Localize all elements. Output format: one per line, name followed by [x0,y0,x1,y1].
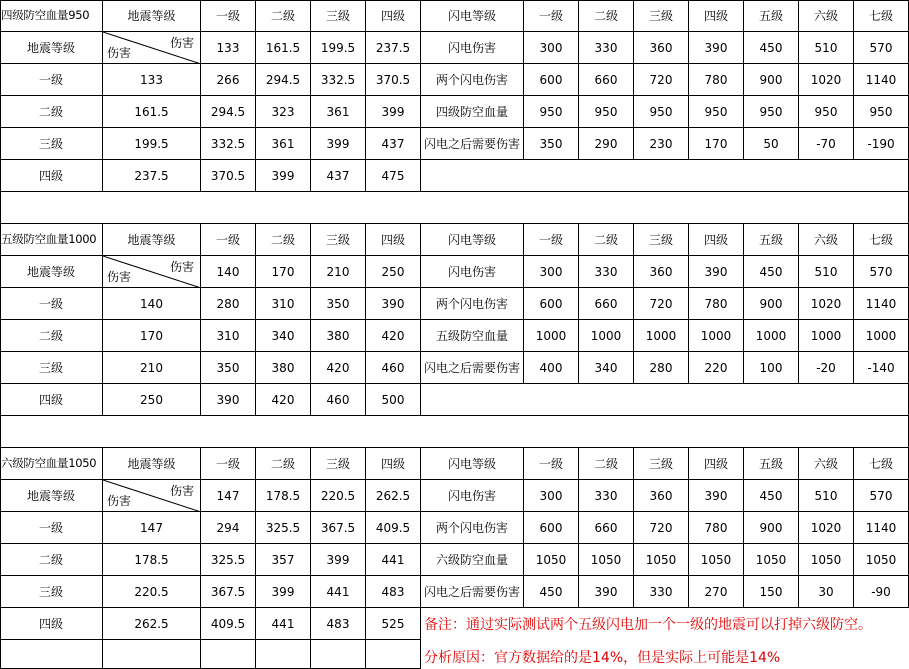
lightning-row-label[interactable]: 两个闪电伤害 [421,64,524,96]
lightning-value-cell[interactable]: 950 [579,96,634,128]
quake-sum-cell[interactable]: 460 [311,384,366,416]
quake-row-label[interactable]: 二级 [0,320,103,352]
quake-sum-cell[interactable]: 500 [366,384,421,416]
quake-sum-cell[interactable]: 380 [256,352,311,384]
quake-sum-cell[interactable]: 310 [256,288,311,320]
diag-top-label: 伤害 [169,260,194,274]
lightning-level-header[interactable]: 五级 [744,224,799,256]
lightning-value-cell[interactable]: 600 [524,64,579,96]
lightning-level-header[interactable]: 三级 [634,224,689,256]
lightning-value-cell[interactable]: 570 [854,480,909,512]
diag-top-label: 伤害 [169,484,194,498]
quake-damage-cell[interactable]: 133 [201,32,256,64]
lightning-level-header[interactable]: 六级 [799,0,854,32]
quake-header-cell[interactable]: 地震等级 [103,448,201,480]
row-label-header[interactable]: 地震等级 [0,480,103,512]
lightning-value-cell[interactable]: 300 [524,32,579,64]
lightning-value-cell[interactable]: 30 [799,576,854,608]
note-analysis: 分析原因：官方数据给的是14%，但是实际上可能是14% [424,647,782,667]
lightning-level-header[interactable]: 六级 [799,224,854,256]
quake-damage-cell[interactable]: 147 [201,480,256,512]
lightning-level-header[interactable]: 二级 [579,224,634,256]
empty-cell[interactable] [103,640,201,669]
lightning-value-cell[interactable]: 900 [744,512,799,544]
lightning-value-cell[interactable]: 220 [689,352,744,384]
quake-sum-cell[interactable]: 323 [256,96,311,128]
lightning-value-cell[interactable]: 600 [524,512,579,544]
quake-sum-cell[interactable]: 399 [311,544,366,576]
lightning-value-cell[interactable]: 330 [579,480,634,512]
lightning-value-cell[interactable]: 660 [579,288,634,320]
lightning-value-cell[interactable]: 510 [799,32,854,64]
lightning-value-cell[interactable]: 450 [744,32,799,64]
quake-sum-cell[interactable]: 390 [366,288,421,320]
quake-sum-cell[interactable]: 266 [201,64,256,96]
lightning-value-cell[interactable]: 1000 [854,320,909,352]
block-title[interactable]: 六级防空血量1050 [0,448,103,480]
quake-sum-cell[interactable]: 325.5 [201,544,256,576]
quake-damage-cell[interactable]: 170 [256,256,311,288]
lightning-value-cell[interactable]: -90 [854,576,909,608]
lightning-row-label[interactable]: 六级防空血量 [421,544,524,576]
empty-region[interactable] [421,384,909,416]
quake-header-cell[interactable]: 四级 [366,224,421,256]
quake-header-cell[interactable]: 二级 [256,0,311,32]
lightning-row-label[interactable]: 闪电之后需要伤害 [421,128,524,160]
lightning-value-cell[interactable]: 900 [744,288,799,320]
quake-row-damage[interactable]: 140 [103,288,201,320]
diag-bottom-label: 伤害 [107,494,132,508]
quake-row-damage[interactable]: 220.5 [103,576,201,608]
quake-row-label[interactable]: 四级 [0,608,103,640]
quake-header-cell[interactable]: 四级 [366,448,421,480]
lightning-row-label[interactable]: 闪电伤害 [421,480,524,512]
quake-damage-cell[interactable]: 199.5 [311,32,366,64]
quake-sum-cell[interactable]: 294.5 [201,96,256,128]
lightning-level-header[interactable]: 三级 [634,0,689,32]
quake-sum-cell[interactable]: 380 [311,320,366,352]
lightning-value-cell[interactable]: -70 [799,128,854,160]
diagonal-header-cell[interactable] [103,32,201,64]
quake-header-cell[interactable]: 一级 [201,448,256,480]
quake-sum-cell[interactable]: 409.5 [201,608,256,640]
quake-row-label[interactable]: 一级 [0,512,103,544]
quake-header-cell[interactable]: 一级 [201,0,256,32]
quake-damage-cell[interactable]: 161.5 [256,32,311,64]
lightning-row-label[interactable]: 五级防空血量 [421,320,524,352]
lightning-value-cell[interactable]: 170 [689,128,744,160]
quake-sum-cell[interactable]: 361 [311,96,366,128]
lightning-value-cell[interactable]: 230 [634,128,689,160]
lightning-value-cell[interactable]: 1050 [689,544,744,576]
quake-sum-cell[interactable]: 441 [311,576,366,608]
lightning-value-cell[interactable]: 450 [744,480,799,512]
quake-row-damage[interactable]: 161.5 [103,96,201,128]
quake-damage-cell[interactable]: 237.5 [366,32,421,64]
lightning-row-label[interactable]: 四级防空血量 [421,96,524,128]
lightning-value-cell[interactable]: 300 [524,480,579,512]
lightning-value-cell[interactable]: 1050 [524,544,579,576]
quake-damage-cell[interactable]: 250 [366,256,421,288]
lightning-value-cell[interactable]: 450 [524,576,579,608]
lightning-value-cell[interactable]: 1140 [854,64,909,96]
quake-sum-cell[interactable]: 399 [256,160,311,192]
lightning-level-header[interactable]: 四级 [689,0,744,32]
lightning-level-header[interactable]: 七级 [854,0,909,32]
empty-cell[interactable] [256,640,311,669]
lightning-header-label[interactable]: 闪电等级 [421,0,524,32]
lightning-value-cell[interactable]: 720 [634,512,689,544]
quake-row-damage[interactable]: 250 [103,384,201,416]
spacer-row[interactable] [0,192,909,224]
empty-cell[interactable] [0,640,103,669]
quake-sum-cell[interactable]: 525 [366,608,421,640]
lightning-value-cell[interactable]: 290 [579,128,634,160]
quake-row-damage[interactable]: 147 [103,512,201,544]
lightning-level-header[interactable]: 一级 [524,224,579,256]
quake-row-damage[interactable]: 262.5 [103,608,201,640]
lightning-value-cell[interactable]: 50 [744,128,799,160]
lightning-header-label[interactable]: 闪电等级 [421,224,524,256]
lightning-level-header[interactable]: 四级 [689,448,744,480]
lightning-row-label[interactable]: 两个闪电伤害 [421,288,524,320]
lightning-value-cell[interactable]: 150 [744,576,799,608]
quake-sum-cell[interactable]: 460 [366,352,421,384]
lightning-level-header[interactable]: 七级 [854,224,909,256]
quake-row-damage[interactable]: 210 [103,352,201,384]
quake-sum-cell[interactable]: 350 [311,288,366,320]
lightning-value-cell[interactable]: 340 [579,352,634,384]
quake-sum-cell[interactable]: 367.5 [311,512,366,544]
lightning-value-cell[interactable]: 570 [854,32,909,64]
quake-sum-cell[interactable]: 475 [366,160,421,192]
lightning-level-header[interactable]: 二级 [579,0,634,32]
quake-sum-cell[interactable]: 437 [366,128,421,160]
lightning-value-cell[interactable]: 330 [579,32,634,64]
spacer-row[interactable] [0,416,909,448]
quake-sum-cell[interactable]: 294.5 [256,64,311,96]
quake-row-label[interactable]: 三级 [0,128,103,160]
lightning-level-header[interactable]: 七级 [854,448,909,480]
lightning-value-cell[interactable]: 950 [799,96,854,128]
quake-sum-cell[interactable]: 441 [256,608,311,640]
quake-header-cell[interactable]: 地震等级 [103,224,201,256]
quake-sum-cell[interactable]: 390 [201,384,256,416]
lightning-value-cell[interactable]: 330 [634,576,689,608]
lightning-value-cell[interactable]: 1000 [744,320,799,352]
lightning-value-cell[interactable]: -20 [799,352,854,384]
quake-sum-cell[interactable]: 483 [311,608,366,640]
lightning-level-header[interactable]: 六级 [799,448,854,480]
empty-cell[interactable] [311,640,366,669]
lightning-value-cell[interactable]: 1000 [689,320,744,352]
quake-row-label[interactable]: 三级 [0,576,103,608]
empty-cell[interactable] [366,640,421,669]
lightning-value-cell[interactable]: 1000 [799,320,854,352]
quake-sum-cell[interactable]: 441 [366,544,421,576]
quake-header-cell[interactable]: 二级 [256,224,311,256]
quake-sum-cell[interactable]: 399 [366,96,421,128]
lightning-value-cell[interactable]: 1000 [524,320,579,352]
quake-sum-cell[interactable]: 399 [256,576,311,608]
lightning-value-cell[interactable]: 1050 [579,544,634,576]
lightning-value-cell[interactable]: 1140 [854,288,909,320]
lightning-value-cell[interactable]: 390 [579,576,634,608]
note-remark: 备注：通过实际测试两个五级闪电加一个一级的地震可以打掉六级防空。 [424,614,874,634]
lightning-value-cell[interactable]: 570 [854,256,909,288]
quake-sum-cell[interactable]: 325.5 [256,512,311,544]
lightning-value-cell[interactable]: 720 [634,288,689,320]
block-title[interactable]: 五级防空血量1000 [0,224,103,256]
quake-row-label[interactable]: 四级 [0,384,103,416]
lightning-level-header[interactable]: 五级 [744,448,799,480]
lightning-row-label[interactable]: 闪电伤害 [421,256,524,288]
lightning-value-cell[interactable]: 280 [634,352,689,384]
lightning-value-cell[interactable]: 1000 [579,320,634,352]
lightning-value-cell[interactable]: 1050 [744,544,799,576]
quake-sum-cell[interactable]: 310 [201,320,256,352]
quake-sum-cell[interactable]: 280 [201,288,256,320]
lightning-value-cell[interactable]: 950 [854,96,909,128]
lightning-value-cell[interactable]: -190 [854,128,909,160]
quake-damage-cell[interactable]: 262.5 [366,480,421,512]
quake-damage-cell[interactable]: 210 [311,256,366,288]
lightning-value-cell[interactable]: 950 [689,96,744,128]
lightning-value-cell[interactable]: 360 [634,480,689,512]
lightning-value-cell[interactable]: 780 [689,512,744,544]
empty-cell[interactable] [201,640,256,669]
lightning-value-cell[interactable]: 950 [634,96,689,128]
quake-sum-cell[interactable]: 483 [366,576,421,608]
quake-header-cell[interactable]: 地震等级 [103,0,201,32]
lightning-value-cell[interactable]: -140 [854,352,909,384]
quake-header-cell[interactable]: 二级 [256,448,311,480]
lightning-value-cell[interactable]: 450 [744,256,799,288]
lightning-value-cell[interactable]: 950 [524,96,579,128]
block-title[interactable]: 四级防空血量950 [0,0,103,32]
quake-row-damage[interactable]: 170 [103,320,201,352]
quake-sum-cell[interactable]: 332.5 [311,64,366,96]
quake-row-damage[interactable]: 178.5 [103,544,201,576]
quake-row-damage[interactable]: 133 [103,64,201,96]
quake-row-damage[interactable]: 237.5 [103,160,201,192]
lightning-value-cell[interactable]: 400 [524,352,579,384]
quake-sum-cell[interactable]: 420 [256,384,311,416]
quake-header-cell[interactable]: 三级 [311,448,366,480]
lightning-level-header[interactable]: 三级 [634,448,689,480]
row-label-header[interactable]: 地震等级 [0,32,103,64]
lightning-value-cell[interactable]: 1050 [854,544,909,576]
lightning-level-header[interactable]: 五级 [744,0,799,32]
quake-sum-cell[interactable]: 350 [201,352,256,384]
diag-bottom-label: 伤害 [107,270,132,284]
diag-bottom-label: 伤害 [107,46,132,60]
lightning-value-cell[interactable]: 1020 [799,64,854,96]
quake-damage-cell[interactable]: 140 [201,256,256,288]
lightning-value-cell[interactable]: 330 [579,256,634,288]
quake-sum-cell[interactable]: 361 [256,128,311,160]
lightning-value-cell[interactable]: 780 [689,288,744,320]
lightning-value-cell[interactable]: 1050 [799,544,854,576]
quake-row-label[interactable]: 二级 [0,544,103,576]
lightning-value-cell[interactable]: 510 [799,256,854,288]
lightning-value-cell[interactable]: 900 [744,64,799,96]
lightning-level-header[interactable]: 一级 [524,448,579,480]
quake-sum-cell[interactable]: 294 [201,512,256,544]
lightning-value-cell[interactable]: 390 [689,32,744,64]
lightning-value-cell[interactable]: 660 [579,512,634,544]
quake-sum-cell[interactable]: 340 [256,320,311,352]
quake-sum-cell[interactable]: 437 [311,160,366,192]
lightning-value-cell[interactable]: 950 [744,96,799,128]
diagonal-header-cell[interactable] [103,256,201,288]
lightning-value-cell[interactable]: 780 [689,64,744,96]
lightning-row-label[interactable]: 闪电之后需要伤害 [421,352,524,384]
quake-sum-cell[interactable]: 367.5 [201,576,256,608]
lightning-value-cell[interactable]: 300 [524,256,579,288]
quake-header-cell[interactable]: 四级 [366,0,421,32]
lightning-level-header[interactable]: 一级 [524,0,579,32]
lightning-value-cell[interactable]: 360 [634,32,689,64]
empty-region[interactable] [421,160,909,192]
quake-sum-cell[interactable]: 420 [311,352,366,384]
lightning-row-label[interactable]: 闪电伤害 [421,32,524,64]
quake-sum-cell[interactable]: 370.5 [201,160,256,192]
quake-sum-cell[interactable]: 399 [311,128,366,160]
lightning-value-cell[interactable]: 1000 [634,320,689,352]
lightning-value-cell[interactable]: 270 [689,576,744,608]
lightning-value-cell[interactable]: 360 [634,256,689,288]
lightning-value-cell[interactable]: 100 [744,352,799,384]
lightning-value-cell[interactable]: 720 [634,64,689,96]
quake-header-cell[interactable]: 三级 [311,0,366,32]
quake-header-cell[interactable]: 三级 [311,224,366,256]
lightning-header-label[interactable]: 闪电等级 [421,448,524,480]
lightning-value-cell[interactable]: 1020 [799,512,854,544]
row-label-header[interactable]: 地震等级 [0,256,103,288]
diagonal-header-cell[interactable] [103,480,201,512]
lightning-value-cell[interactable]: 1140 [854,512,909,544]
quake-row-label[interactable]: 一级 [0,64,103,96]
quake-damage-cell[interactable]: 220.5 [311,480,366,512]
quake-sum-cell[interactable]: 332.5 [201,128,256,160]
lightning-row-label[interactable]: 闪电之后需要伤害 [421,576,524,608]
lightning-value-cell[interactable]: 390 [689,480,744,512]
lightning-value-cell[interactable]: 600 [524,288,579,320]
diag-top-label: 伤害 [169,36,194,50]
quake-row-label[interactable]: 一级 [0,288,103,320]
quake-row-label[interactable]: 二级 [0,96,103,128]
lightning-value-cell[interactable]: 350 [524,128,579,160]
quake-row-label[interactable]: 四级 [0,160,103,192]
lightning-value-cell[interactable]: 1050 [634,544,689,576]
quake-sum-cell[interactable]: 370.5 [366,64,421,96]
quake-sum-cell[interactable]: 409.5 [366,512,421,544]
lightning-level-header[interactable]: 二级 [579,448,634,480]
quake-sum-cell[interactable]: 357 [256,544,311,576]
quake-damage-cell[interactable]: 178.5 [256,480,311,512]
quake-sum-cell[interactable]: 420 [366,320,421,352]
lightning-value-cell[interactable]: 660 [579,64,634,96]
quake-row-damage[interactable]: 199.5 [103,128,201,160]
lightning-row-label[interactable]: 两个闪电伤害 [421,512,524,544]
quake-row-label[interactable]: 三级 [0,352,103,384]
lightning-value-cell[interactable]: 390 [689,256,744,288]
lightning-value-cell[interactable]: 510 [799,480,854,512]
quake-header-cell[interactable]: 一级 [201,224,256,256]
lightning-level-header[interactable]: 四级 [689,224,744,256]
lightning-value-cell[interactable]: 1020 [799,288,854,320]
